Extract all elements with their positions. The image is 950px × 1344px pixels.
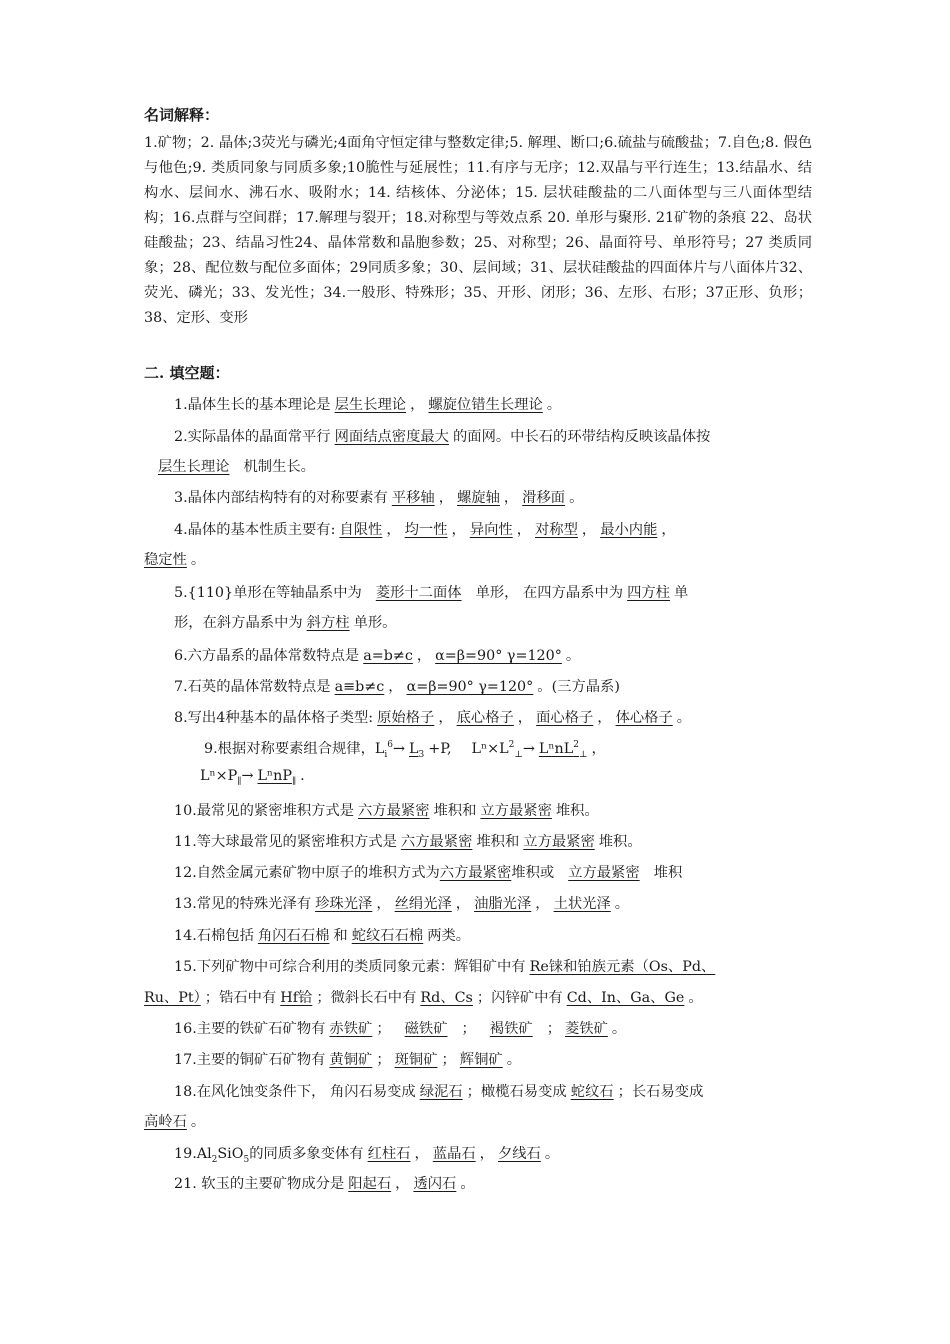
answer: 辉铜矿 <box>459 1052 503 1068</box>
question-8: 8.写出4种基本的晶体格子类型: 原始格子 ， 底心格子 ， 面心格子 ， 体心格子 。 <box>174 710 692 726</box>
answer: 阳起石 <box>348 1176 392 1192</box>
definitions-text: 1.矿物；2. 晶体;3荧光与磷光;4面角守恒定律与整数定律;5. 解理、断口;6.硫盐与硫酸盐；7.自色;8. 假色与他色;9. 类质同象与同质多象;10脆性与延展性；11.有序与无序；12.双晶与平行连生；13.结晶水、结构水、层间水、沸石水、吸附水；14. 结核体、分泌体；15. 层状硅酸盐的二八面体型与三八面体型结构；16.点群与空间群；17.解理与裂开；18.对称型与等效点系 20. 单形与聚形. 21矿物的条痕 22、岛状硅酸盐；23、结晶习性24、晶体常数和晶胞参数；25、对称型；26、晶面符号、单形符号；27 类质同象；28、配位数与配位多面体；29同质多象；30、层间域；31、层状硅酸盐的四面体片与八面体片32、荧光、磷光；33、发光性；34.一般形、特殊形；35、开形、闭形；36、左形、右形；37正形、负形；38、定形、变形 <box>144 135 812 326</box>
section-title-fill-in: 二. 填空题： <box>144 364 230 382</box>
answer: 斑铜矿 <box>394 1052 438 1068</box>
answer: 螺旋轴 <box>456 490 500 506</box>
answer: LⁿnL$^2_\perp$ <box>538 740 588 760</box>
answer: 均一性 <box>404 522 448 538</box>
answer: 珍珠光泽 <box>315 896 373 912</box>
section-title-definitions: 名词解释： <box>144 106 220 124</box>
answer: 面心格子 <box>536 710 594 726</box>
question-11: 11.等大球最常见的紧密堆积方式是 六方最紧密 堆积和 立方最紧密 堆积。 <box>174 834 642 850</box>
answer: Hf铪 <box>280 990 313 1006</box>
answer: 立方最紧密 <box>523 834 595 850</box>
answer: 六方最紧密 <box>400 834 473 850</box>
question-10: 10.最常见的紧密堆积方式是 六方最紧密 堆积和 立方最紧密 堆积。 <box>174 803 599 819</box>
answer: 透闪石 <box>413 1176 457 1192</box>
question-17: 17.主要的铜矿石矿物有 黄铜矿 ； 斑铜矿 ； 辉铜矿 。 <box>174 1052 521 1068</box>
answer: 土状光泽 <box>553 896 611 912</box>
answer: 最小内能 <box>600 522 658 538</box>
question-9-cont: $L^n\times P_\parallel\to L^nnP_\parallel$ . <box>200 768 305 787</box>
answer: 蛇纹石 <box>570 1084 614 1100</box>
answer: 层生长理论 <box>334 397 407 413</box>
question-15: 15.下列矿物中可综合利用的类质同象元素：辉钼矿中有 Re铼和铂族元素（Os、Pd、 <box>144 956 840 976</box>
answer: 角闪石石棉 <box>257 928 330 944</box>
answer: 褐铁矿 <box>489 1021 533 1037</box>
answer: $L_3$ <box>409 741 425 760</box>
answer: 高岭石 <box>144 1114 187 1130</box>
question-5-cont: 形，在斜方晶系中为 斜方柱 单形。 <box>174 615 397 631</box>
answer: 四方柱 <box>627 585 670 601</box>
question-2: 2.实际晶体的晶面常平行 网面结点密度最大 的面网。中长石的环带结构反映该晶体按 <box>174 429 711 445</box>
question-14: 14.石棉包括 角闪石石棉 和 蛇纹石石棉 两类。 <box>174 928 471 944</box>
answer: 立方最紧密 <box>480 803 552 819</box>
answer: 黄铜矿 <box>329 1052 373 1068</box>
answer: 立方最紧密 <box>568 865 640 881</box>
answer: 红柱石 <box>367 1146 411 1162</box>
question-6: 6.六方晶系的晶体常数特点是 a=b≠c ， α=β=90° γ=120° 。 <box>174 648 581 664</box>
question-1: 1.晶体生长的基本理论是 层生长理论 ， 螺旋位错生长理论 。 <box>174 397 562 413</box>
answer: 平移轴 <box>391 490 435 506</box>
answer: α=β=90° γ=120° <box>406 679 534 695</box>
question-3: 3.晶体内部结构特有的对称要素有 平移轴 ， 螺旋轴 ， 滑移面 。 <box>174 490 584 506</box>
answer: 原始格子 <box>377 710 435 726</box>
answer: 夕线石 <box>497 1146 541 1162</box>
question-9: 9.根据对称要素组合规律，$L_i^6\to L_3 +P$, $L^n\times L^2_\perp\to L^nnL^2_\perp$ ， <box>204 740 606 760</box>
answer: 丝绢光泽 <box>394 896 452 912</box>
answer: Rd、Cs <box>420 990 473 1006</box>
question-16: 16.主要的铁矿石矿物有 赤铁矿 ； 磁铁矿 ； 褐铁矿 ； 菱铁矿 。 <box>174 1021 627 1037</box>
answer: 菱铁矿 <box>564 1021 608 1037</box>
question-19: $19.Al_2SiO_5$的同质多象变体有 红柱石 ， 蓝晶石 ， 夕线石 。 <box>174 1146 560 1165</box>
answer: 稳定性 <box>144 552 187 568</box>
answer: 菱形十二面体 <box>375 585 462 601</box>
question-13: 13.常见的特殊光泽有 珍珠光泽 ， 丝绢光泽 ， 油脂光泽 ， 土状光泽 。 <box>174 896 630 912</box>
answer: 自限性 <box>339 522 383 538</box>
answer: 层生长理论 <box>158 459 230 475</box>
question-5: 5.{110}单形在等轴晶系中为 菱形十二面体 单形， 在四方晶系中为 四方柱 单 <box>174 585 689 601</box>
question-2-cont: 层生长理论 机制生长。 <box>144 456 810 476</box>
question-15-cont: Ru、Pt） ；锆石中有 Hf铪 ；微斜长石中有 Rd、Cs ；闪锌矿中有 Cd、In、Ga、Ge 。 <box>144 990 703 1006</box>
answer: Ru、Pt） <box>144 990 201 1006</box>
answer: a=b≠c <box>363 648 413 664</box>
answer: 螺旋位错生长理论 <box>428 397 543 413</box>
question-7: 7.石英的晶体常数特点是 a≡b≠c ， α=β=90° γ=120° 。(三方晶系) <box>174 679 620 695</box>
answer: 六方最紧密 <box>358 803 430 819</box>
answer: 斜方柱 <box>306 615 350 631</box>
answer: Cd、In、Ga、Ge <box>566 990 685 1006</box>
arrow-icon: → <box>522 741 535 757</box>
answer: 蓝晶石 <box>432 1146 476 1162</box>
question-4: 4.晶体的基本性质主要有: 自限性 ， 均一性 ， 异向性 ， 对称型 ， 最小内能 ， <box>174 522 676 538</box>
question-18-cont: 高岭石 。 <box>144 1114 206 1130</box>
answer: a≡b≠c <box>334 679 385 695</box>
answer: LⁿnP$_\parallel$ <box>257 768 297 787</box>
answer: 体心格子 <box>615 710 673 726</box>
arrow-icon: → <box>393 741 406 757</box>
answer: Re铼和铂族元素（Os、Pd、 <box>529 959 716 975</box>
answer: 油脂光泽 <box>474 896 532 912</box>
question-4-cont: 稳定性 。 <box>144 552 206 568</box>
answer: α=β=90° γ=120° <box>435 648 562 664</box>
answer: 网面结点密度最大 <box>334 429 449 445</box>
definitions-list <box>144 131 812 331</box>
arrow-icon: → <box>241 768 254 784</box>
answer: 滑移面 <box>522 490 566 506</box>
answer: 绿泥石 <box>419 1084 463 1100</box>
answer: 底心格子 <box>456 710 514 726</box>
answer: 异向性 <box>469 522 513 538</box>
answer: 蛇纹石石棉 <box>351 928 424 944</box>
answer: 磁铁矿 <box>404 1021 448 1037</box>
answer: 六方最紧密 <box>439 865 512 881</box>
question-12: 12.自然金属元素矿物中原子的堆积方式为六方最紧密堆积或 立方最紧密 堆积 <box>174 865 683 881</box>
question-21: 21. 软玉的主要矿物成分是 阳起石 ， 透闪石 。 <box>174 1176 475 1192</box>
answer: 对称型 <box>535 522 578 538</box>
question-18: 18.在风化蚀变条件下， 角闪石易变成 绿泥石 ；橄榄石易变成 蛇纹石 ；长石易变成 <box>174 1084 704 1100</box>
answer: 赤铁矿 <box>329 1021 373 1037</box>
